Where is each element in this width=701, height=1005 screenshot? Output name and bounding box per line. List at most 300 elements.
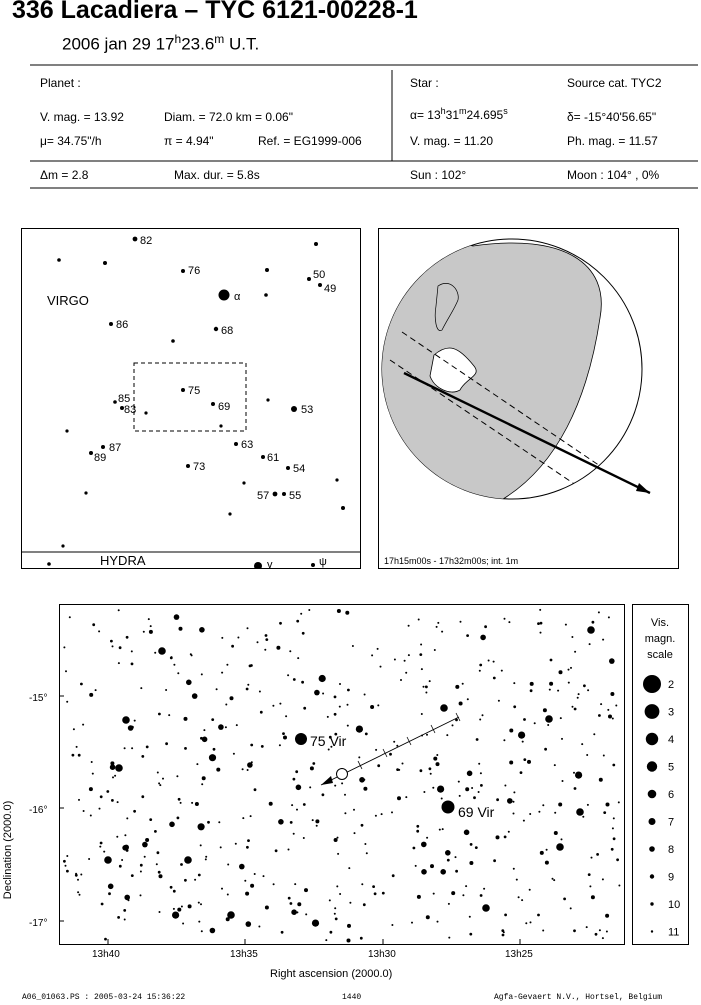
field-star [513, 801, 515, 803]
field-star [530, 689, 533, 692]
field-star [603, 811, 606, 814]
field-star [608, 715, 612, 719]
field-star [92, 623, 95, 626]
field-star [525, 922, 527, 924]
field-star [177, 908, 181, 912]
field-star [327, 716, 329, 718]
finder-star [211, 402, 215, 406]
finder-star [181, 388, 185, 392]
field-star [345, 611, 349, 615]
scale-dot-mag-9 [650, 874, 654, 878]
field-star [554, 812, 556, 814]
field-star [291, 909, 297, 915]
finder-label-gamma: γ [267, 559, 273, 569]
field-star [205, 858, 207, 860]
field-star [143, 631, 145, 633]
field-star [124, 919, 126, 921]
field-star [523, 758, 526, 761]
field-star [304, 888, 308, 892]
star-right-ascension [410, 106, 508, 122]
field-star [516, 879, 518, 881]
field-star [612, 718, 614, 720]
field-star [124, 747, 126, 749]
field-star [595, 933, 598, 936]
field-star [282, 732, 285, 735]
field-star [281, 931, 284, 934]
field-star [134, 720, 136, 722]
finder-label-85: 85 [118, 393, 131, 405]
star-heading: Star : [410, 76, 439, 90]
field-star [191, 802, 193, 804]
field-star [366, 852, 368, 854]
field-star [518, 732, 525, 739]
scale-label-mag-4: 4 [668, 734, 675, 746]
field-star [467, 698, 469, 700]
field-star [547, 724, 549, 726]
field-star [325, 939, 327, 941]
field-star [507, 798, 513, 804]
field-star [293, 778, 296, 781]
finder-star [282, 492, 286, 496]
field-star [263, 875, 265, 877]
field-star [149, 630, 153, 634]
field-star [303, 803, 306, 806]
field-star [334, 785, 336, 787]
field-star [465, 885, 467, 887]
xtick-13h30: 13h30 [368, 949, 396, 960]
field-star [364, 843, 366, 845]
field-star [78, 799, 80, 801]
field-star [316, 825, 318, 827]
field-star [416, 830, 419, 833]
field-star [330, 931, 333, 934]
field-star [417, 895, 421, 899]
field-star [405, 796, 407, 798]
field-star [423, 686, 425, 688]
field-star [480, 772, 482, 774]
field-star [593, 733, 595, 735]
ra-seconds: 24.695 [466, 108, 504, 122]
field-star [250, 884, 254, 888]
field-star [522, 741, 524, 743]
field-star [426, 837, 428, 839]
field-star [202, 737, 208, 743]
field-star [391, 811, 393, 813]
field-star [295, 770, 298, 773]
field-star [589, 885, 591, 887]
field-star [426, 734, 428, 736]
globe-map [378, 228, 679, 569]
field-star [348, 867, 350, 869]
field-star [469, 933, 472, 936]
field-star [216, 688, 218, 690]
field-star [462, 683, 464, 685]
field-star [381, 813, 383, 815]
scale-dot-mag-4 [646, 733, 658, 745]
finder-star [89, 451, 93, 455]
field-star [423, 791, 425, 793]
bright-star [158, 647, 166, 655]
field-star [190, 653, 192, 655]
field-star [568, 669, 570, 671]
field-star [598, 611, 600, 613]
field-star [308, 609, 310, 611]
field-star [73, 728, 75, 730]
field-star [112, 776, 114, 778]
field-star [123, 909, 126, 912]
field-star [599, 929, 601, 931]
field-star [448, 903, 450, 905]
field-star [297, 657, 299, 659]
star-source-catalog: Source cat. TYC2 [567, 76, 662, 90]
field-star [106, 790, 109, 793]
ra-second-unit: s [503, 106, 508, 116]
field-star [104, 938, 107, 941]
field-star [393, 741, 395, 743]
field-star [439, 829, 441, 831]
field-star [353, 809, 355, 811]
field-star [99, 846, 101, 848]
label-75-vir: 75 Vir [310, 733, 347, 749]
field-star [110, 640, 113, 643]
field-star [445, 850, 451, 856]
finder-label-53: 53 [301, 404, 314, 416]
planet-diameter: Diam. = 72.0 km = 0.06" [164, 110, 293, 124]
field-star [305, 913, 307, 915]
field-star [159, 911, 161, 913]
field-star [227, 864, 229, 866]
field-star [529, 813, 531, 815]
field-star [279, 703, 281, 705]
field-star [283, 736, 287, 740]
field-star [117, 801, 119, 803]
field-star [596, 853, 599, 856]
field-star [289, 650, 291, 652]
xtick-13h35: 13h35 [230, 949, 258, 960]
scale-label-mag-8: 8 [668, 844, 675, 856]
field-star [503, 739, 505, 741]
field-star [483, 888, 485, 890]
field-star [400, 679, 402, 681]
field-star [538, 811, 540, 813]
field-star [246, 688, 249, 691]
field-star [612, 764, 615, 767]
field-star [374, 892, 377, 895]
finder-star [219, 424, 222, 427]
ra-minutes: 31 [445, 108, 460, 122]
field-star [198, 874, 201, 877]
field-star [484, 625, 487, 628]
field-star [221, 672, 223, 674]
field-star [513, 791, 515, 793]
ra-hour-unit: h [440, 106, 446, 116]
field-star [218, 724, 224, 730]
finder-label-87: 87 [109, 442, 122, 454]
bright-star [576, 808, 584, 816]
field-star [195, 802, 199, 806]
field-star [69, 616, 71, 618]
field-star [95, 689, 97, 691]
field-star [372, 885, 375, 888]
finder-star [47, 562, 51, 566]
star-vmag: V. mag. = 11.20 [410, 134, 494, 148]
field-star [613, 817, 615, 819]
field-star [581, 743, 583, 745]
field-star [265, 638, 268, 641]
ytick-15: -15° [29, 693, 48, 704]
field-star [66, 870, 69, 873]
field-star [101, 903, 104, 906]
field-star [202, 776, 206, 780]
field-star [504, 836, 507, 839]
field-star [128, 899, 130, 901]
field-star [162, 778, 164, 780]
field-star [180, 863, 183, 866]
field-star [513, 705, 516, 708]
bright-star [227, 911, 235, 919]
field-star [455, 856, 457, 858]
planet-parallax: π = 4.94" [164, 134, 214, 148]
field-star [466, 634, 469, 637]
y-axis-label: Declination (2000.0) [2, 800, 14, 900]
field-star [247, 769, 249, 771]
field-star [297, 902, 301, 906]
field-star [199, 627, 205, 633]
max-duration: Max. dur. = 5.8s [174, 168, 260, 182]
field-star [396, 745, 398, 747]
field-star [245, 892, 249, 896]
field-star [488, 660, 490, 662]
field-star [211, 718, 214, 721]
finder-label-73: 73 [193, 461, 206, 473]
field-star [131, 874, 134, 877]
field-star [482, 714, 484, 716]
field-star [78, 754, 81, 757]
field-star [239, 864, 245, 870]
field-star [279, 622, 282, 625]
field-star [119, 646, 122, 649]
field-star [479, 719, 481, 721]
field-star [598, 714, 601, 717]
field-star [178, 798, 181, 801]
finder-star [113, 400, 117, 404]
field-star [89, 693, 93, 697]
field-star [184, 879, 187, 882]
field-star [578, 693, 580, 695]
finder-label-55: 55 [289, 490, 302, 502]
field-star [421, 668, 423, 670]
field-star [251, 761, 253, 763]
xtick-13h25: 13h25 [505, 949, 533, 960]
field-star [591, 895, 595, 899]
field-star [80, 683, 83, 686]
field-star [436, 762, 440, 766]
field-star [561, 738, 563, 740]
field-star [140, 871, 142, 873]
field-star [562, 780, 564, 782]
field-star [504, 914, 507, 917]
field-star [254, 873, 256, 875]
field-star [114, 775, 116, 777]
field-star [278, 819, 284, 825]
finder-label-89: 89 [94, 452, 107, 464]
field-star [537, 914, 540, 917]
field-star [389, 753, 392, 756]
field-star [301, 681, 304, 684]
field-star [272, 705, 274, 707]
field-star [225, 726, 227, 728]
field-star [371, 654, 373, 656]
field-star [146, 746, 149, 749]
field-star [493, 661, 495, 663]
scale-dot-mag-2 [643, 675, 661, 693]
field-star [118, 609, 120, 611]
field-star [441, 798, 443, 800]
finder-star [265, 268, 269, 272]
field-star [230, 696, 234, 700]
field-star [247, 627, 249, 629]
field-star [329, 899, 331, 901]
field-star [586, 926, 588, 928]
field-star [408, 654, 410, 656]
field-star [72, 754, 75, 757]
finder-star [65, 429, 68, 432]
field-star [563, 898, 566, 901]
field-star [426, 915, 430, 919]
field-star [552, 878, 554, 880]
finder-label-69: 69 [218, 401, 231, 413]
finder-star [57, 258, 61, 262]
field-star [100, 842, 103, 845]
field-star [201, 783, 203, 785]
field-star [296, 620, 299, 623]
field-star [615, 705, 617, 707]
bright-star [482, 904, 490, 912]
field-star [600, 703, 602, 705]
bright-star [545, 715, 553, 723]
field-star [150, 625, 152, 627]
field-star [247, 684, 249, 686]
field-star [587, 804, 589, 806]
field-star [570, 667, 572, 669]
field-star [504, 618, 506, 620]
field-star [441, 871, 443, 873]
field-star [479, 670, 481, 672]
field-star [154, 830, 157, 833]
field-star [592, 621, 595, 624]
scale-label-mag-9: 9 [668, 871, 675, 884]
field-star [513, 813, 515, 815]
field-star [469, 916, 471, 918]
star-75-vir [295, 733, 307, 745]
finder-star [264, 293, 268, 297]
field-star [475, 846, 478, 849]
footer-page: 1440 [342, 993, 362, 1002]
field-star [221, 637, 223, 639]
field-star [446, 734, 448, 736]
finder-label-psi: ψ [319, 556, 327, 568]
field-star [242, 768, 244, 770]
field-star [501, 670, 503, 672]
field-star [76, 746, 78, 748]
field-star [539, 609, 541, 611]
field-star [287, 674, 289, 676]
field-star [75, 873, 77, 875]
constellation-virgo: VIRGO [47, 293, 89, 308]
field-star [480, 894, 483, 897]
field-star [237, 637, 239, 639]
date-minutes: 23.6 [181, 34, 215, 54]
field-star [554, 764, 556, 766]
field-star [334, 696, 337, 699]
field-star [553, 879, 555, 881]
field-star [549, 682, 553, 686]
field-star [92, 773, 94, 775]
finder-chart [21, 228, 361, 569]
field-star [294, 883, 296, 885]
field-star [559, 670, 563, 674]
field-star [225, 704, 227, 706]
field-star [100, 795, 103, 798]
field-star [587, 689, 589, 691]
field-star [194, 879, 196, 881]
field-star [181, 906, 183, 908]
finder-star [103, 261, 107, 265]
field-star [121, 859, 123, 861]
field-star [430, 773, 432, 775]
field-star [415, 865, 417, 867]
field-star [177, 672, 179, 674]
field-star [363, 903, 366, 906]
field-star [275, 849, 278, 852]
field-star [168, 714, 170, 716]
field-star [513, 682, 515, 684]
field-star [126, 849, 129, 852]
field-star [108, 884, 114, 890]
field-star [570, 907, 572, 909]
date-ut: U.T. [224, 34, 260, 54]
field-star [210, 928, 216, 934]
field-star [354, 832, 356, 834]
field-star [589, 643, 591, 645]
field-star [192, 693, 198, 699]
globe-caption: 17h15m00s - 17h32m00s; int. 1m [384, 556, 519, 566]
date-hour-unit: h [174, 32, 182, 46]
label-69-vir: 69 Vir [458, 804, 495, 820]
constellation-hydra: HYDRA [100, 553, 146, 568]
field-star [451, 891, 455, 895]
field-star [279, 744, 281, 746]
field-star [572, 706, 574, 708]
bright-star [184, 856, 192, 864]
field-star [375, 815, 377, 817]
field-star [77, 891, 79, 893]
field-star [344, 812, 346, 814]
field-star [174, 614, 180, 620]
field-star [131, 747, 133, 749]
field-star [201, 930, 203, 932]
finder-label-82: 82 [140, 235, 153, 247]
field-star [290, 902, 293, 905]
field-star [158, 871, 161, 874]
field-star [397, 796, 401, 800]
field-star [118, 662, 120, 664]
star-phmag: Ph. mag. = 11.57 [567, 134, 658, 148]
field-star [293, 833, 295, 835]
field-star [296, 809, 298, 811]
field-star [291, 804, 293, 806]
field-star [89, 787, 93, 791]
